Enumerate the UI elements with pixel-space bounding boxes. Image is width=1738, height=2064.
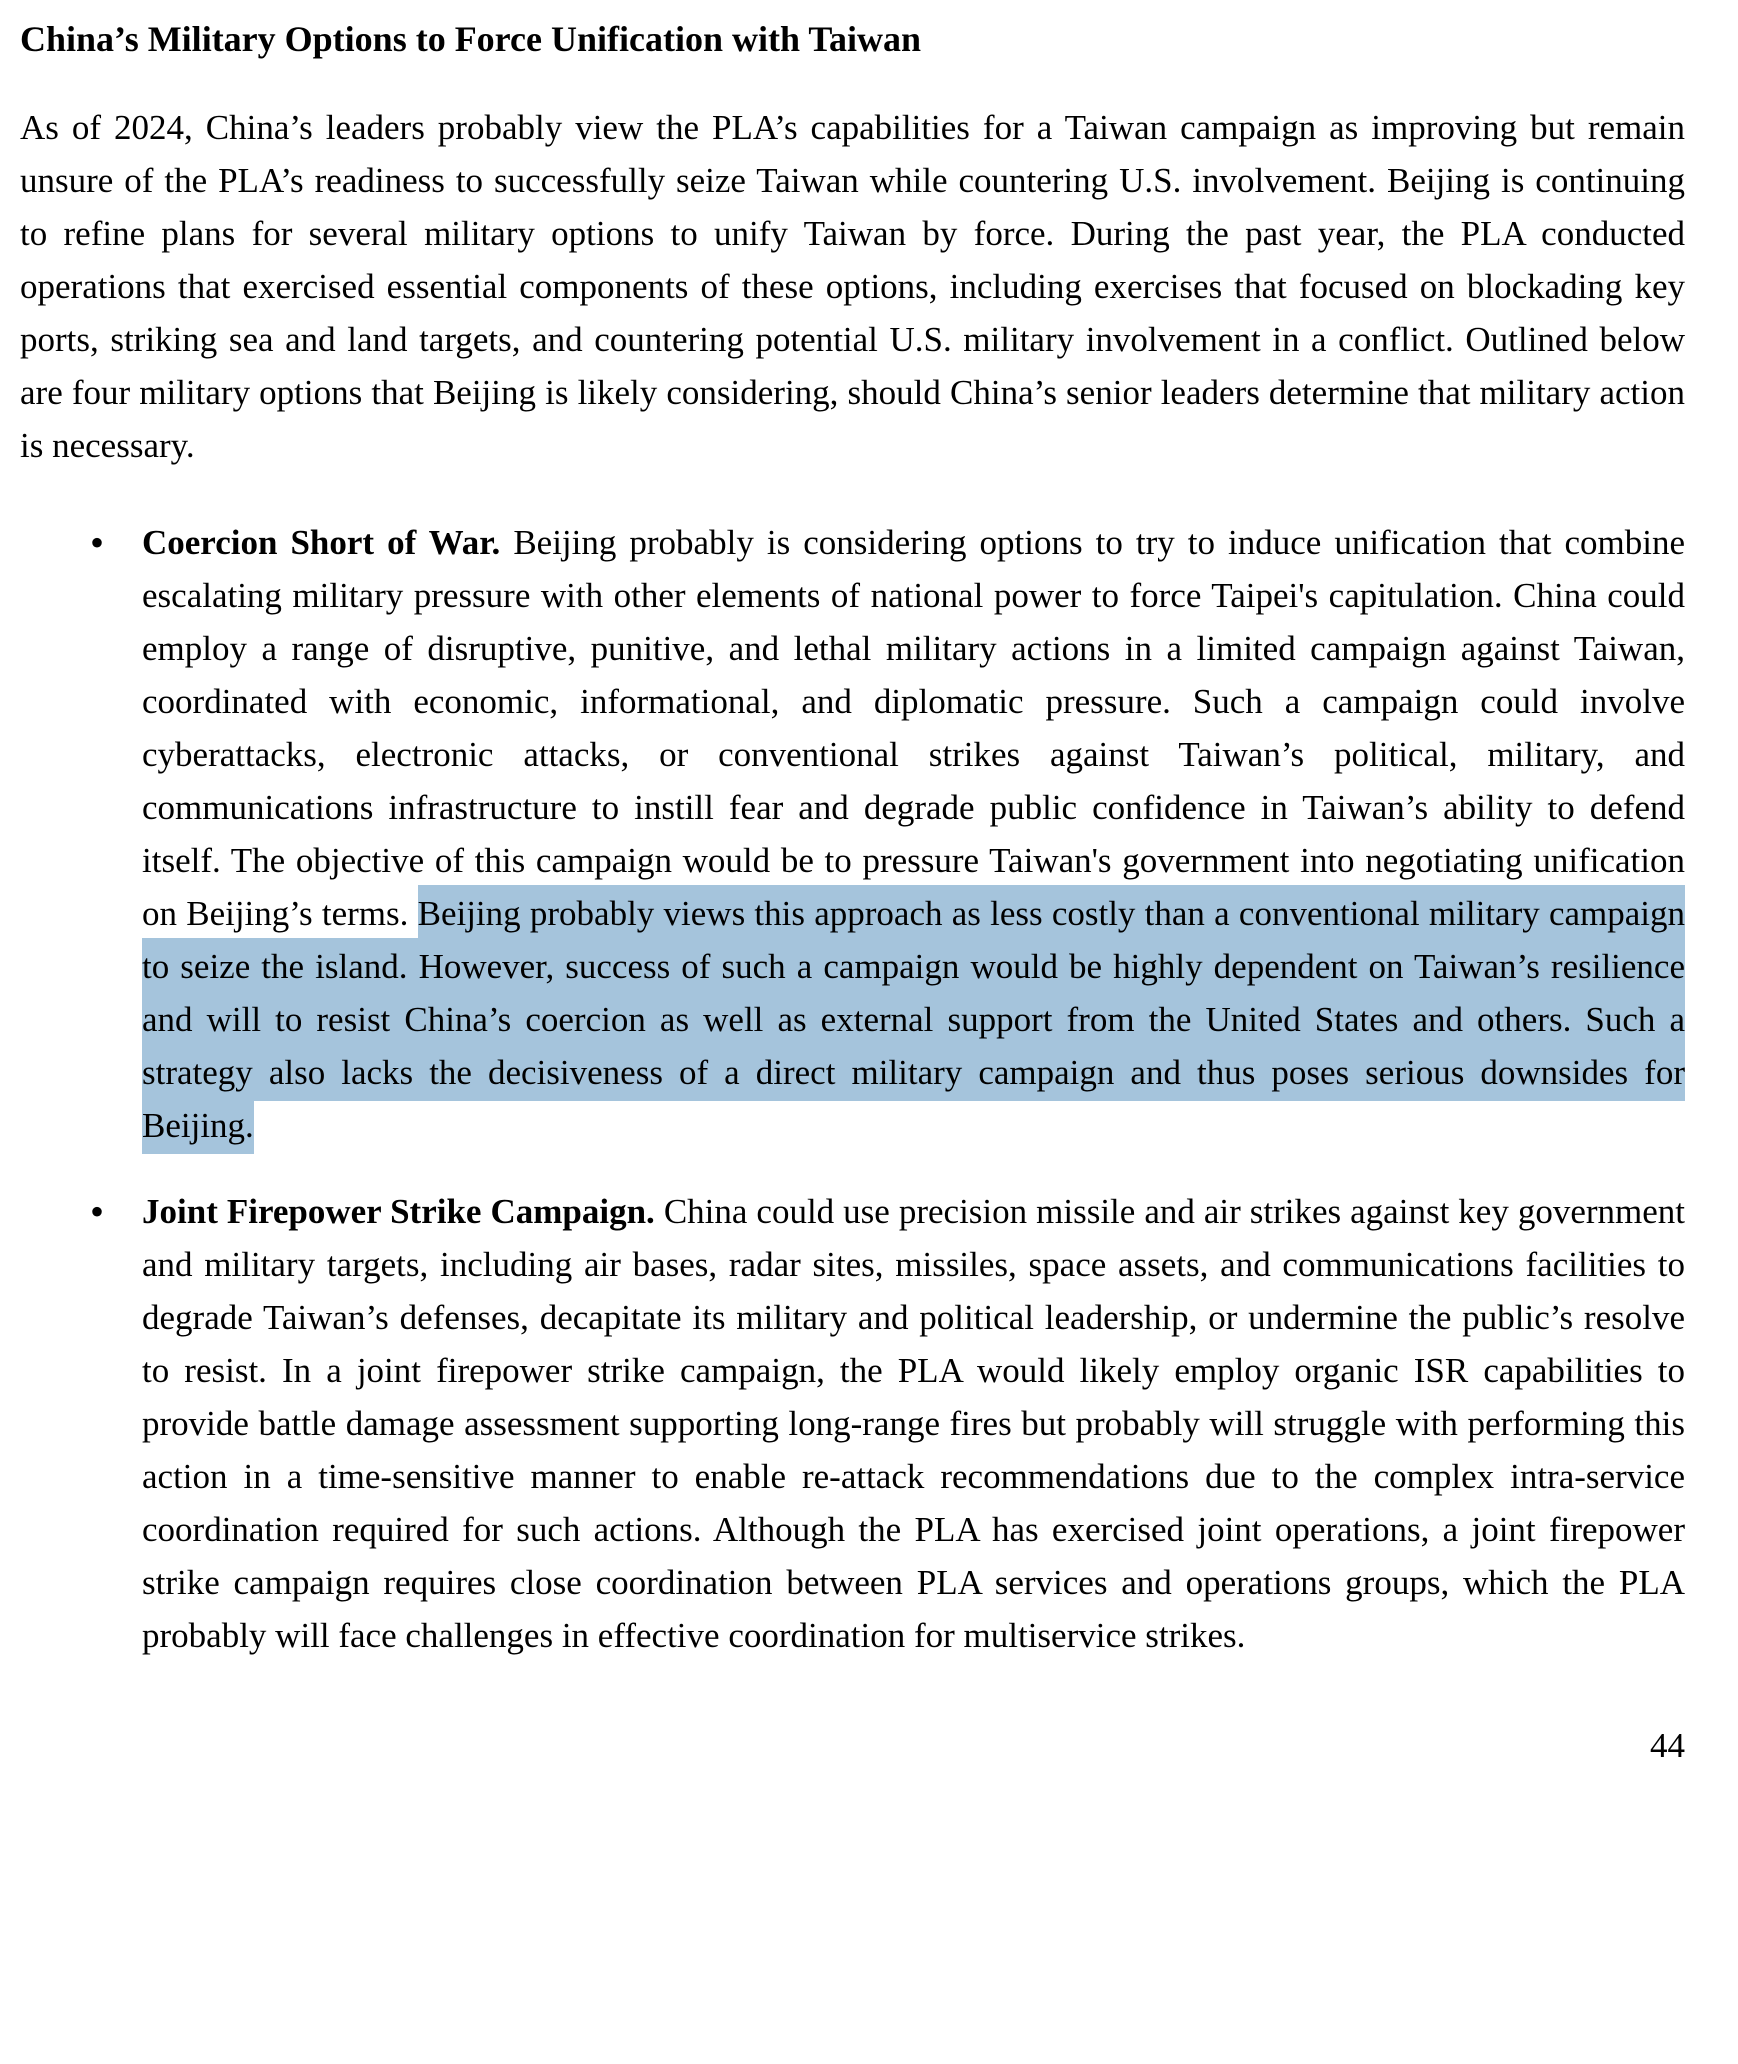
intro-paragraph: As of 2024, China’s leaders probably view the PLA’s capabilities for a Taiwan campaign as improving but remain unsure of the PLA’s readiness to successfully seize Taiwan while countering U.S. involvement. Beijing is continuing to refine plans for several military options to unify Taiwan by force. During the past year, the PLA conducted operations that exercised essential components of these options, including exercises that focused on blockading key ports, striking sea and land targets, and countering potential U.S. military involvement in a conflict. Outlined below are four military options that Beijing is likely considering, should China’s senior leaders determine that military action is necessary. (20, 108, 1685, 465)
option-heading: Coercion Short of War. (142, 523, 501, 562)
list-item-coercion-short-of-war (90, 516, 1686, 1152)
military-options-list (20, 516, 1685, 1662)
option-heading: Joint Firepower Strike Campaign. (142, 1192, 655, 1231)
bullet-icon: • (90, 520, 105, 565)
bullet-icon: • (90, 1189, 105, 1234)
page-number: 44 (1650, 1726, 1685, 1765)
highlighted-text: Beijing probably views this approach as less costly than a conventional military campaign to seize the island. However, success of such a campaign would be highly dependent on Taiwan’s resilience and will to resist China’s coercion as well as external support from the United States and others. Such a strategy also lacks the decisiveness of a direct military campaign and thus poses serious downsides for Beijing. (142, 885, 1685, 1154)
option-body-text: Beijing probably is considering options to try to induce unification that combine escalating military pressure with other elements of national power to force Taipei's capitulation. China could employ a range of disruptive, punitive, and lethal military actions in a limited campaign against Taiwan, coordinated with economic, informational, and diplomatic pressure. Such a campaign could involve cyberattacks, electronic attacks, or conventional strikes against Taiwan’s political, military, and communications infrastructure to instill fear and degrade public confidence in Taiwan’s ability to defend itself. The objective of this campaign would be to pressure Taiwan's government into negotiating unification on Beijing’s terms. (142, 523, 1685, 933)
section-title: China’s Military Options to Force Unification with Taiwan (20, 19, 922, 59)
list-item-joint-firepower-strike (90, 1185, 1686, 1662)
option-body-text: China could use precision missile and air strikes against key government and military targets, including air bases, radar sites, missiles, space assets, and communications facilities to degrade Taiwan’s defenses, decapitate its military and political leadership, or undermine the public’s resolve to resist. In a joint firepower strike campaign, the PLA would likely employ organic ISR capabilities to provide battle damage assessment supporting long-range fires but probably will struggle with performing this action in a time-sensitive manner to enable re-attack recommendations due to the complex intra-service coordination required for such actions. Although the PLA has exercised joint operations, a joint firepower strike campaign requires close coordination between PLA services and operations groups, which the PLA probably will face challenges in effective coordination for multiservice strikes. (142, 1192, 1686, 1655)
